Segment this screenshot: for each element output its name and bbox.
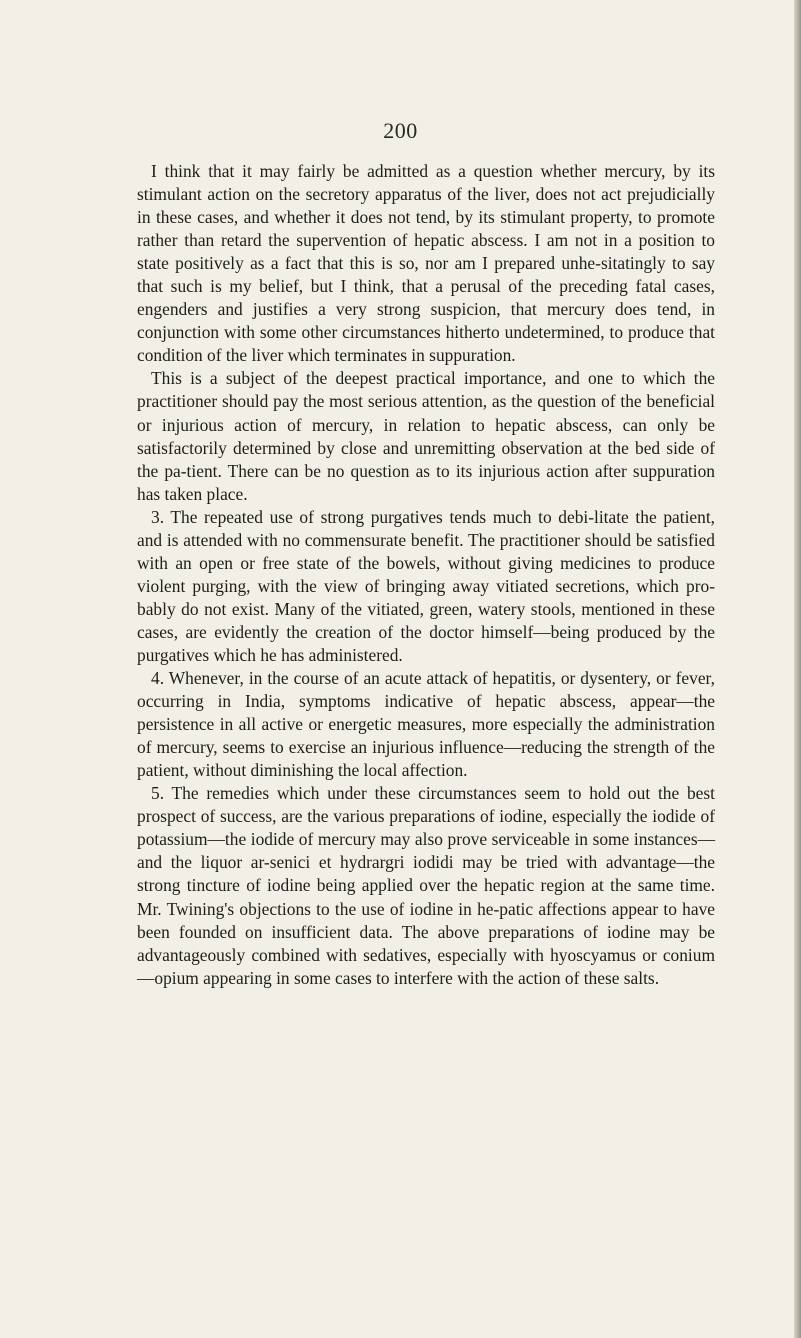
page-number: 200: [383, 118, 418, 143]
body-text: [137, 160, 715, 990]
paragraph-3-purgatives: 3. The repeated use of strong purgatives tends much to debi-litate the patient, and is attended with no commensurate benefit. The practitioner should be satisfied with an open or free state of the bowels, without giving medicines to produce violent purging, with the view of bringing away vitiated secretions, which pro-bably do not exist. Many of the vitiated, green, watery stools, mentioned in these cases, are evidently the creation of the doctor himself—being produced by the purgatives which he has administered.: [137, 506, 715, 665]
page-edge-shadow: [794, 0, 801, 1338]
paragraph-4-hepatic-abscess: 4. Whenever, in the course of an acute attack of hepatitis, or dysentery, or fever, occurring in India, symptoms indicative of hepatic abscess, appear—the persistence in all active or energetic measures, more especially the administration of mercury, seems to exercise an injurious influence—reducing the strength of the patient, without diminishing the local affection.: [137, 668, 715, 781]
paragraph-mercury-question: I think that it may fairly be admitted as a question whether mercury, by its stimulant action on the secretory apparatus of the liver, does not act prejudicially in these cases, and whether it does not tend, by its stimulant property, to promote rather than retard the supervention of hepatic abscess. I am not in a position to state positively as a fact that this is so, nor am I prepared unhe-sitatingly to say that such is my belief, but I think, that a perusal of the preceding fatal cases, engenders and justifies a very strong suspicion, that mercury does tend, in conjunction with some other circumstances hitherto undetermined, to produce that condition of the liver which terminates in suppuration.: [137, 161, 715, 366]
paragraph-5-remedies: 5. The remedies which under these circumstances seem to hold out the best prospect of success, are the various preparations of iodine, especially the iodide of potassium—the iodide of mercury may also prove serviceable in some instances—and the liquor ar-senici et hydrargri iodidi may be tried with advantage—the strong tincture of iodine being applied over the hepatic region at the same time. Mr. Twining's objections to the use of iodine in he-patic affections appear to have been founded on insufficient data. The above preparations of iodine may be advantageously combined with sedatives, especially with hyoscyamus or conium—opium appearing in some cases to interfere with the action of these salts.: [137, 783, 715, 988]
paragraph-practical-importance: This is a subject of the deepest practical importance, and one to which the practitioner should pay the most serious attention, as the question of the beneficial or injurious action of mercury, in relation to hepatic abscess, can only be satisfactorily determined by close and unremitting observation at the bed side of the pa-tient. There can be no question as to its injurious action after suppuration has taken place.: [137, 368, 715, 504]
